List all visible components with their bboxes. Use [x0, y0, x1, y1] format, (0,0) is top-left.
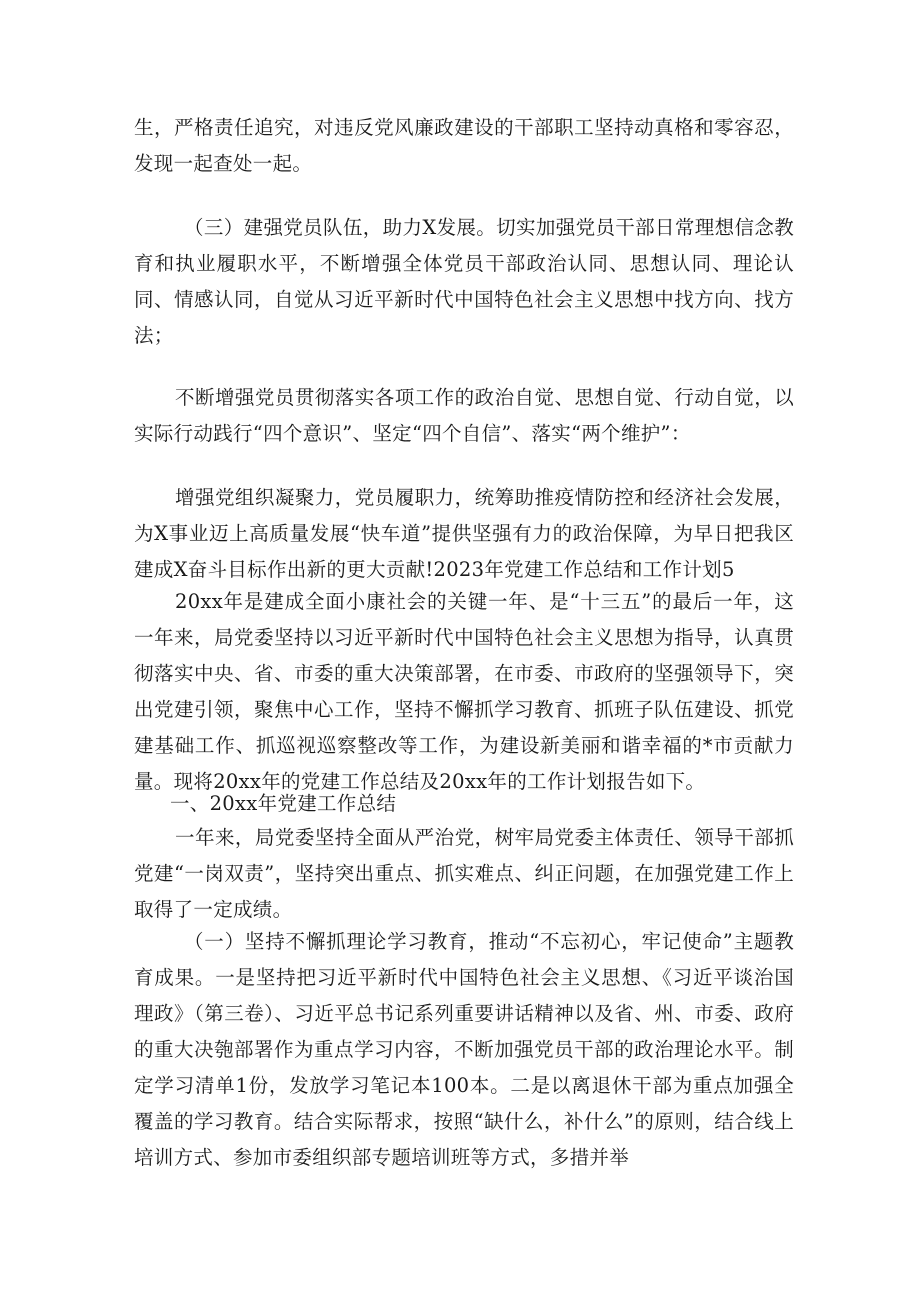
section-heading: 一、20xx年党建工作总结	[170, 792, 397, 815]
paragraph-1: 生，严格责任追究，对违反党风廉政建设的干部职工坚持动真格和零容忍，发现一起查处一起。	[134, 116, 794, 175]
paragraph-3: 不断增强党员贯彻落实各项工作的政治自觉、思想自觉、行动自觉，以实际行动践行“四个意识”、坚定“四个自信”、落实“两个维护”：	[134, 386, 794, 445]
paragraph-4: 增强党组织凝聚力，党员履职力，统筹助推疫情防控和经济社会发展，为X事业迈上高质量发展“快车道”提供坚强有力的政治保障，为早日把我区建成X奋斗目标作出新的更大贡献!2023年党建工作总结和工作计划5	[134, 486, 794, 581]
paragraph-6: 一年来，局党委坚持全面从严治党，树牢局党委主体责任、领导干部抓党建“一岗双责”，坚持突出重点、抓实难点、纠正问题，在加强党建工作上取得了一定成绩。	[134, 826, 794, 921]
paragraph-2: （三）建强党员队伍，助力X发展。切实加强党员干部日常理想信念教育和执业履职水平，不断增强全体党员干部政治认同、思想认同、理论认同、情感认同，自觉从习近平新时代中国特色社会主义思想中找方向、找方法；	[134, 216, 794, 347]
paragraph-7: （一）坚持不懈抓理论学习教育，推动“不忘初心，牢记使命”主题教育成果。一是坚持把习近平新时代中国特色社会主义思想、《习近平谈治国理政》（第三卷）、习近平总书记系列重要讲话精神以及省、州、市委、政府的重大决匏部署作为重点学习内容，不断加强党员干部的政治理论水平。制定学习清单1份，发放学习笔记本100本。二是以离退休干部为重点加强全覆盖的学习教育。结合实际帮求，按照“缺什么，补什么”的原则，结合线上培训方式、参加市委组织部专题培训班等方式，多措并举	[134, 930, 794, 1169]
paragraph-5: 20xx年是建成全面小康社会的关键一年、是“十三五”的最后一年，这一年来，局党委坚持以习近平新时代中国特色社会主义思想为指导，认真贯彻落实中央、省、市委的重大决策部署，在市委、市政府的坚强领导下，突出党建引领，聚焦中心工作，坚持不懈抓学习教育、抓班子队伍建设、抓党建基础工作、抓巡视巡察整改等工作，为建设新美丽和谐幸福的*市贡献力量。现将20xx年的党建工作总结及20xx年的工作计划报告如下。	[134, 590, 794, 793]
